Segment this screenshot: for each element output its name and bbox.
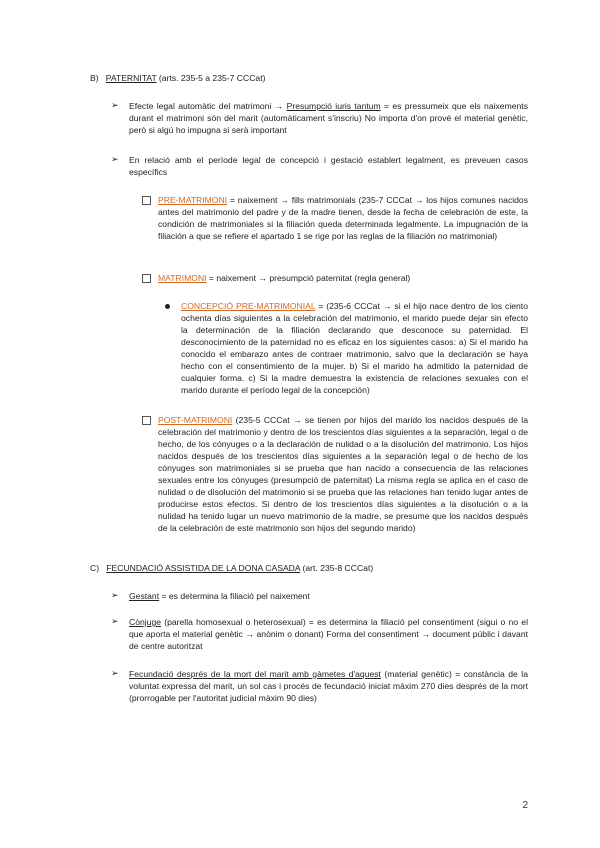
case-concepcio-prematrimonial [181,300,528,396]
section-b-ref: (arts. 235-5 a 235-7 CCCat) [156,73,266,83]
checkbox-square-icon [142,196,151,205]
section-c-marker: C) [90,563,100,573]
section-b-title: PATERNITAT [105,73,157,83]
arrow-bullet-icon: ➢ [111,100,119,110]
bullet-term: Presumpció iuris tantum [286,101,381,111]
case-text: (235-5 CCCat → se tienen por hijos del marido los nacidos después de la celebración del matrimonio y dentro de los trescientos días siguientes a la separación, legal o de hecho, de los cónyuges o a la declaración de nulidad o a la disolución del matrimonio. Los hijos nacidos después de los trescientos días siguientes a la separación legal o de hecho de los cónyuges son matrimoniales si se prueba que han nacido a consecuencia de las relaciones sexuales entre los cónyuges (presumpció de paternitat) La misma regla se aplica en el caso de nulidad o de disolución del matrimonio si se prueba que las relaciones han tenido lugar antes de producirse estos efectos. Si dentro de los trescientos días siguientes a la disolución o a la nulidad ha tenido lugar un nuevo matrimonio de la madre, se presume que los nacidos después de la celebración de este matrimonio son hijos del segundo marido) [158,415,528,533]
case-matrimoni [158,272,528,284]
case-text: = (235-6 CCCat → si el hijo nace dentro de los ciento ochenta días siguientes a la celebración del matrimonio, el marido puede dejar sin efecto la determinación de la filiación declarando que desconoce su paternidad. El desconocimiento de la paternidad no es eficaz en los siguientes casos: a) Si el marido ha conocido el embarazo antes de contraer matrimonio, salvo que la declaración se haya hecho con el consentimiento de la mujer. b) Si el marido ha admitido la paternidad de cualquier forma. c) Si la madre demuestra la existencia de relaciones sexuales con el marido durante el período legal de la concepción) [181,301,528,395]
checkbox-square-icon [142,416,151,425]
bullet-text: = es pressumeix que els naixements durant el matrimoni són del marit (automàticament s'inscriu) No importa d'on prové el material genètic, però si algú ho impugna si serà important [129,101,528,135]
item-term: Fecundació després de la mort del marit amb gàmetes d'aquest [129,669,381,679]
bullet-text: Efecte legal automàtic del matrimoni → [129,101,287,111]
case-term: CONCEPCIÓ PRE-MATRIMONIAL [181,301,316,311]
case-text: = naixement → fills matrimonials (235-7 CCCat → los hijos comunes nacidos antes del matrimonio del padre y de la madre tienen, desde la fecha de celebración de este, la condición de matrimoniales si la filiación queda determinada legalmente. La impugnación de la filiación a que se refiere el apartado 1 se rige por las reglas de la filiación no matrimonial) [158,195,528,241]
item-text: = es determina la filiació pel naixement [159,591,310,601]
item-text: (parella homosexual o heterosexual) = es determina la filiació pel consentiment (sigui o no el que aporta el material genètic → anònim o donant) Forma del consentiment → document públic i davant de centre autoritzat [129,617,528,651]
item-conjuge [129,616,528,652]
item-fecundacio-postmortem [129,668,528,704]
bullet-presumption [129,100,528,136]
arrow-bullet-icon: ➢ [111,616,119,626]
case-term: MATRIMONI [158,273,207,283]
case-text: = naixement → presumpció paternitat (regla general) [206,273,411,283]
item-term: Gestant [129,591,160,601]
case-term: PRE-MATRIMONI [158,195,228,205]
section-b-heading [90,72,530,84]
section-c-title: FECUNDACIÓ ASSISTIDA DE LA DONA CASADA [106,563,301,573]
section-c-ref: (art. 235-8 CCCat) [300,563,374,573]
checkbox-square-icon [142,274,151,283]
bullet-dot-icon [165,304,170,309]
arrow-bullet-icon: ➢ [111,668,119,678]
item-gestant [129,590,528,602]
arrow-bullet-icon: ➢ [111,590,119,600]
case-term: POST-MATRIMONI [158,415,233,425]
section-c-heading [90,562,530,574]
arrow-bullet-icon: ➢ [111,154,119,164]
case-post-matrimoni [158,414,528,534]
item-text: (material genètic) = constància de la voluntat expressa del marit, un sol cas i procés de fecundació iniciat màxim 270 dies després de la mort (prorrogable per l'autoritat judicial màxim 90 dies) [129,669,528,703]
case-pre-matrimoni [158,194,528,242]
page-number: 2 [522,800,528,811]
section-b-marker: B) [90,73,99,83]
item-term: Cònjuge [129,617,162,627]
bullet-specific-cases: En relació amb el període legal de concepció i gestació establert legalment, es preveuen casos específics [129,155,528,177]
